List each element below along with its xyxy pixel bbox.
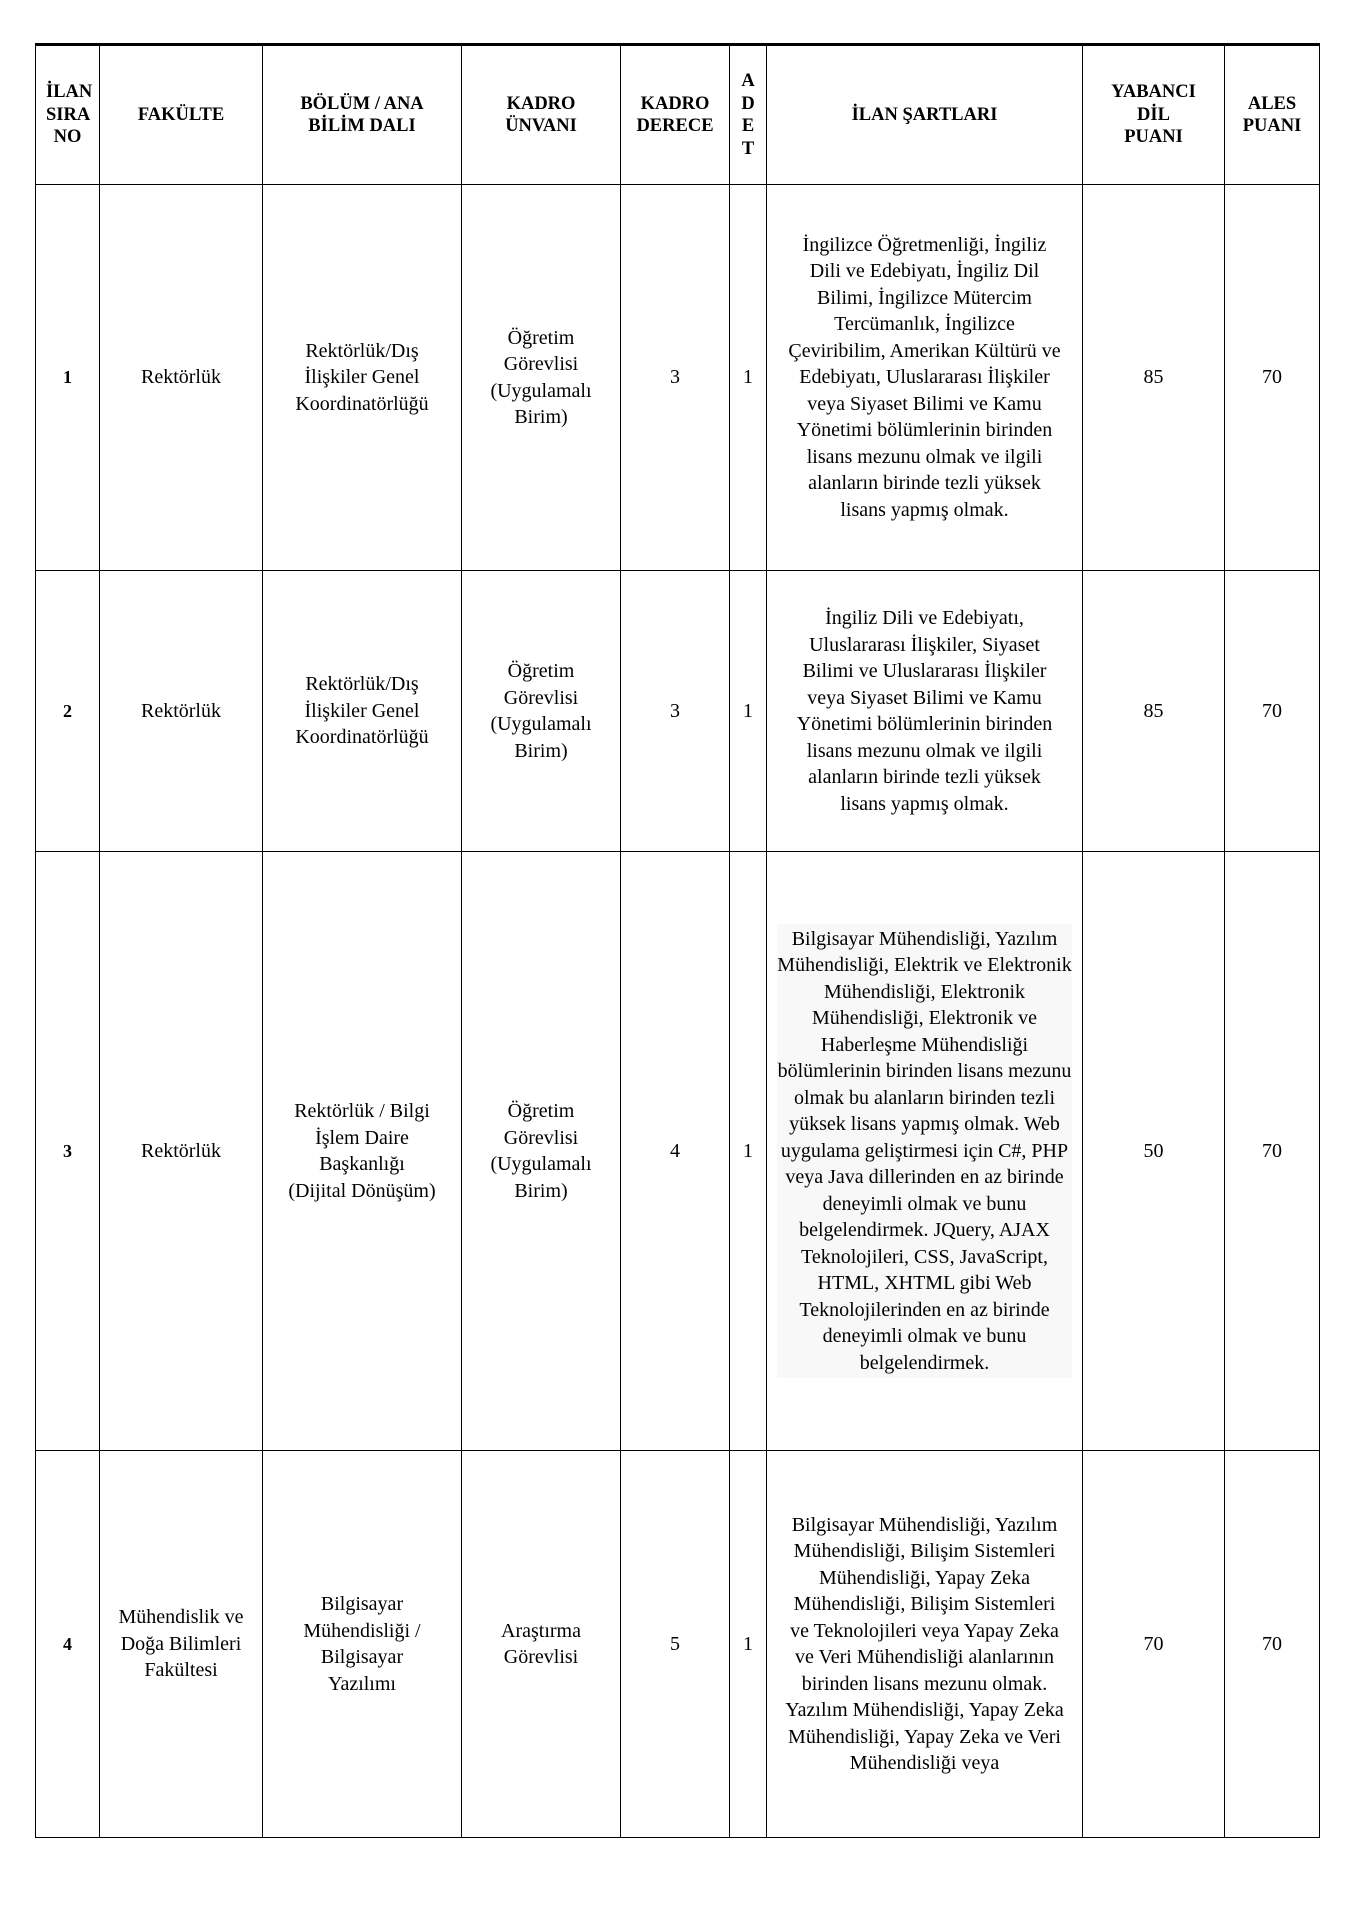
ilan-no: 2 [36, 571, 100, 852]
header-fakulte: FAKÜLTE [100, 45, 263, 185]
yabanci-dil-puani: 50 [1083, 852, 1225, 1451]
ales-puani: 70 [1225, 571, 1320, 852]
ilan-no: 4 [36, 1451, 100, 1838]
fakulte: Mühendislik ve Doğa Bilimleri Fakültesi [100, 1451, 263, 1838]
ilan-sartlari-text: Bilgisayar Mühendisliği, Yazılım Mühendisliği, Elektrik ve Elektronik Mühendisliği, Elektronik Mühendisliği, Elektronik ve Haberleşme Mühendisliği bölümlerinin birinden lisans mezunu olmak bu alanların birinden tezli yüksek lisans yapmış olmak. Web uygulama geliştirmesi için C#, PHP veya Java dillerinden en az birinde deneyimli olmak ve bunu belgelendirmek. JQuery, AJAX Teknolojileri, CSS, JavaScript, HTML, XHTML gibi Web Teknolojilerinden en az birinde deneyimli olmak ve bunu belgelendirmek. [777, 924, 1072, 1379]
ales-puani: 70 [1225, 185, 1320, 571]
bolum: Rektörlük/Dış İlişkiler Genel Koordinatörlüğü [263, 571, 462, 852]
adet: 1 [730, 185, 767, 571]
header-adet-letter: A [741, 71, 755, 91]
header-row [36, 45, 1320, 185]
ilan-no: 3 [36, 852, 100, 1451]
ilan-sartlari: İngilizce Öğretmenliği, İngiliz Dili ve Edebiyatı, İngiliz Dil Bilimi, İngilizce Mütercim Tercümanlık, İngilizce Çeviribilim, Amerikan Kültürü ve Edebiyatı, Uluslararası İlişkiler veya Siyaset Bilimi ve Kamu Yönetimi bölümlerinin birinden lisans mezunu olmak ve ilgili alanların birinde tezli yüksek lisans yapmış olmak. [767, 185, 1083, 571]
table-row [36, 185, 1320, 571]
header-ales: ALES PUANI [1225, 45, 1320, 185]
adet: 1 [730, 1451, 767, 1838]
ilan-sartlari: Bilgisayar Mühendisliği, Yazılım Mühendisliği, Bilişim Sistemleri Mühendisliği, Yapay Zeka Mühendisliği, Bilişim Sistemleri ve Teknolojileri veya Yapay Zeka ve Veri Mühendisliği alanlarının birinden lisans mezunu olmak. Yazılım Mühendisliği, Yapay Zeka Mühendisliği, Yapay Zeka ve Veri Mühendisliği veya [767, 1451, 1083, 1838]
fakulte: Rektörlük [100, 185, 263, 571]
bolum: Bilgisayar Mühendisliği / Bilgisayar Yazılımı [263, 1451, 462, 1838]
kadro-unvani: Öğretim Görevlisi (Uygulamalı Birim) [462, 852, 621, 1451]
adet: 1 [730, 852, 767, 1451]
yabanci-dil-puani: 85 [1083, 185, 1225, 571]
ales-puani: 70 [1225, 852, 1320, 1451]
header-kadro-derece: KADRO DERECE [621, 45, 730, 185]
yabanci-dil-puani: 85 [1083, 571, 1225, 852]
kadro-unvani: Araştırma Görevlisi [462, 1451, 621, 1838]
header-adet-letter: E [741, 116, 755, 136]
kadro-unvani: Öğretim Görevlisi (Uygulamalı Birim) [462, 185, 621, 571]
kadro-derece: 3 [621, 571, 730, 852]
header-adet-letter: D [741, 93, 755, 114]
bolum: Rektörlük / Bilgi İşlem Daire Başkanlığı (Dijital Dönüşüm) [263, 852, 462, 1451]
ales-puani: 70 [1225, 1451, 1320, 1838]
table-row [36, 852, 1320, 1451]
ilan-sartlari [767, 852, 1083, 1451]
yabanci-dil-puani: 70 [1083, 1451, 1225, 1838]
kadro-derece: 5 [621, 1451, 730, 1838]
adet: 1 [730, 571, 767, 852]
header-bolum: BÖLÜM / ANA BİLİM DALI [263, 45, 462, 185]
bolum: Rektörlük/Dış İlişkiler Genel Koordinatörlüğü [263, 185, 462, 571]
header-adet [730, 45, 767, 185]
header-ilan-sartlari: İLAN ŞARTLARI [767, 45, 1083, 185]
header-yabanci-dil: YABANCI DİL PUANI [1083, 45, 1225, 185]
header-adet-letter: T [741, 138, 755, 159]
table-row [36, 1451, 1320, 1838]
ilan-sartlari: İngiliz Dili ve Edebiyatı, Uluslararası İlişkiler, Siyaset Bilimi ve Uluslararası İlişkiler veya Siyaset Bilimi ve Kamu Yönetimi bölümlerinin birinden lisans mezunu olmak ve ilgili alanların birinde tezli yüksek lisans yapmış olmak. [767, 571, 1083, 852]
kadro-derece: 4 [621, 852, 730, 1451]
job-listing-table [35, 43, 1320, 1838]
fakulte: Rektörlük [100, 852, 263, 1451]
header-ilan-sira-no: İLAN SIRA NO [36, 45, 100, 185]
kadro-unvani: Öğretim Görevlisi (Uygulamalı Birim) [462, 571, 621, 852]
fakulte: Rektörlük [100, 571, 263, 852]
table-row [36, 571, 1320, 852]
ilan-no: 1 [36, 185, 100, 571]
header-kadro-unvani: KADRO ÜNVANI [462, 45, 621, 185]
kadro-derece: 3 [621, 185, 730, 571]
